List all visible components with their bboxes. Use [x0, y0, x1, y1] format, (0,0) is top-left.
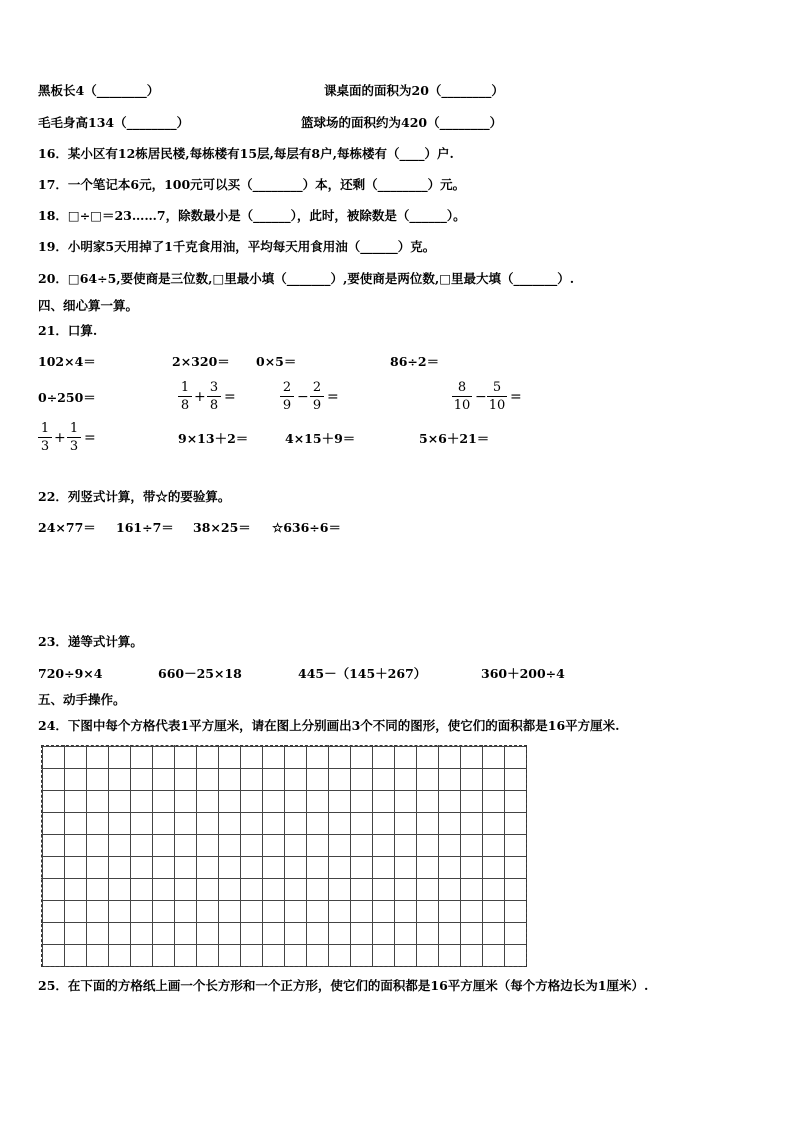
equals-b4: =	[510, 389, 522, 405]
question-25: 25．在下面的方格纸上画一个长方形和一个正方形，使它们的面积都是16平方厘米（每个方格边长为1厘米）.	[38, 978, 649, 993]
square-grid-paper[interactable]	[41, 745, 527, 967]
oral-calc-a3: 0×5＝	[256, 354, 297, 369]
equals-b3: =	[327, 389, 339, 405]
question-24: 24．下图中每个方格代表1平方厘米，请在图上分别画出3个不同的图形，使它们的面积都是16平方厘米.	[38, 718, 620, 733]
oral-calc-a2: 2×320＝	[172, 354, 230, 369]
oral-calc-a4: 86÷2＝	[390, 354, 440, 369]
fill-item-blackboard: 黑板长4（________）	[38, 83, 160, 98]
question-19: 19．小明家5天用掉了1千克食用油，平均每天用食用油（______）克。	[38, 239, 436, 254]
fill-item-desk-area: 课桌面的面积为20（________）	[324, 83, 504, 98]
question-16: 16．某小区有12栋居民楼,每栋楼有15层,每层有8户,每栋楼有（____）户.	[38, 146, 454, 161]
fraction-c1-first: 1 3	[38, 421, 52, 454]
operator-c1: +	[54, 430, 66, 446]
vertical-calc-3: 38×25＝	[193, 520, 251, 535]
question-20: 20．□64÷5,要使商是三位数,□里最小填（_______）,要使商是两位数,□里最大填（_______）.	[38, 271, 575, 286]
operator-b3: −	[297, 389, 309, 405]
fill-item-height: 毛毛身高134（________）	[38, 115, 190, 130]
question-23: 23．递等式计算。	[38, 634, 143, 649]
stepwise-calc-3: 445－（145＋267）	[298, 666, 427, 681]
equals-c1: =	[84, 430, 96, 446]
fraction-b4-second: 5 10	[488, 380, 506, 413]
question-17: 17．一个笔记本6元，100元可以买（________）本，还剩（________）元。	[38, 177, 466, 192]
fraction-b3-first: 2 9	[280, 380, 294, 413]
fraction-c1-second: 1 3	[67, 421, 81, 454]
stepwise-calc-1: 720÷9×4	[38, 666, 103, 681]
section-4-title: 四、细心算一算。	[38, 298, 139, 313]
stepwise-calc-4: 360＋200÷4	[481, 666, 565, 681]
fraction-b3-second: 2 9	[310, 380, 324, 413]
vertical-calc-4: ☆636÷6＝	[272, 520, 341, 535]
fill-item-court-area: 篮球场的面积约为420（________）	[301, 115, 503, 130]
question-18: 18．□÷□＝23……7，除数最小是（______），此时，被除数是（______）。	[38, 208, 466, 223]
stepwise-calc-2: 660－25×18	[158, 666, 242, 681]
fraction-b4-first: 8 10	[453, 380, 471, 413]
oral-calc-c2: 9×13＋2＝	[178, 431, 249, 446]
oral-calc-c3: 4×15＋9＝	[285, 431, 356, 446]
oral-calc-b1: 0÷250＝	[38, 390, 96, 405]
vertical-calc-2: 161÷7＝	[116, 520, 174, 535]
fraction-b2-first: 1 8	[178, 380, 192, 413]
operator-b2: +	[194, 389, 206, 405]
oral-calc-a1: 102×4＝	[38, 354, 96, 369]
question-22: 22．列竖式计算，带☆的要验算。	[38, 489, 231, 504]
equals-b2: =	[224, 389, 236, 405]
vertical-calc-1: 24×77＝	[38, 520, 96, 535]
fraction-b2-second: 3 8	[207, 380, 221, 413]
section-5-title: 五、动手操作。	[38, 692, 126, 707]
operator-b4: −	[475, 389, 487, 405]
oral-calc-c4: 5×6＋21＝	[419, 431, 490, 446]
question-21: 21．口算.	[38, 323, 98, 338]
